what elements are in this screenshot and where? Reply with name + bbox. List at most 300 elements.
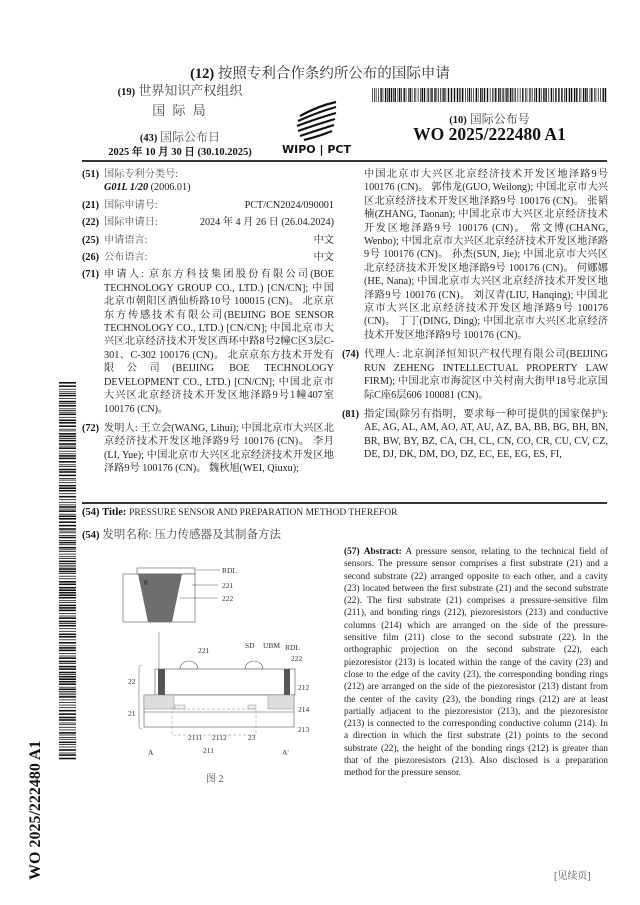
barcode-bar [59, 571, 76, 573]
barcode-bar [59, 425, 76, 427]
barcode-bar [59, 710, 76, 712]
barcode-bar [59, 700, 76, 701]
barcode-bar [451, 88, 452, 102]
barcode-bar [59, 482, 76, 483]
barcode-bar [59, 556, 76, 557]
barcode-bar [525, 88, 526, 102]
title-divider [82, 502, 607, 504]
agent-entry [342, 348, 608, 402]
wipo-globe-icon [297, 102, 336, 140]
app-date-label: 国际申请日: [104, 217, 158, 229]
barcode-bar [59, 642, 76, 644]
figure-caption: 图 2 [206, 774, 224, 785]
barcode-bar [534, 88, 535, 102]
barcode-bar [59, 676, 76, 678]
barcode-bar [490, 88, 491, 102]
barcode-bar [59, 723, 76, 724]
patent-figure [100, 552, 320, 757]
side-pub-number: WO 2025/222480 A1 [27, 740, 44, 880]
figure-top-rdl-layer [137, 568, 195, 574]
barcode-bar [59, 540, 76, 541]
barcode-bar [59, 739, 76, 740]
barcode-bar [59, 727, 76, 728]
barcode-bar [564, 88, 565, 102]
pub-date-code: (43) [139, 133, 158, 144]
pub-no-code: (10) [449, 115, 467, 126]
barcode-bar [503, 88, 504, 102]
barcode-bar [59, 650, 76, 652]
barcode-bar [59, 737, 76, 738]
barcode-bar [59, 592, 76, 594]
figure-label-2112: 2112 [212, 733, 227, 742]
barcode-bar [59, 431, 76, 432]
office-block [80, 82, 280, 120]
barcode-bar [59, 496, 76, 498]
inventors-code: (72) [82, 422, 99, 434]
barcode-bar [59, 535, 76, 536]
barcode-bar [59, 532, 76, 533]
designated-code: (81) [342, 408, 359, 420]
applicants-text: 申请人: 京东方科技集团股份有限公司(BOE TECHNOLOGY GROUP CO., LTD.) [CN/CN]; 中国北京市朝阳区酒仙桥路10号 100015 (CN)。 北京京东方传感技术有限公司(BEIJING BOE SENSOR TECHNOLOGY CO., LTD.) [CN/CN]; 中国北京市大兴区北京经济技术开发区西环中路8号2幢C区3层C-301、C-302 100176 (CN)。 北京京东方技术开发有限公司(BEIJING BOE TECHNOLOGY DEVELOPMENT CO., LTD.) [CN/CN]; 中国北京市大兴区北京经济技术开发区地泽路9号1幢407室 100176 (CN)。 [104, 269, 334, 415]
pub-lang-entry [82, 251, 334, 264]
barcode-bar [541, 88, 542, 102]
figure-label-21: 21 [128, 709, 136, 718]
barcode-bar [59, 440, 76, 442]
ipc-value: G01L 1/20 [104, 182, 149, 194]
figure-label-222: 222 [291, 654, 303, 663]
barcode-bar [399, 88, 400, 102]
ipc-version: (2006.01) [150, 182, 191, 194]
barcode-bar [372, 88, 373, 102]
barcode-bar [59, 505, 76, 506]
app-date-code: (22) [82, 217, 99, 229]
barcode-bar [393, 88, 394, 102]
barcode-bar [571, 88, 572, 102]
barcode-bar [473, 88, 474, 102]
barcode-bar [59, 694, 76, 695]
figure-label-22: 22 [128, 677, 136, 686]
barcode-bar [59, 514, 76, 515]
barcode-bar [59, 506, 76, 508]
barcode-bar [59, 509, 76, 510]
inventors-cont-entry [342, 168, 608, 342]
barcode-bar [505, 88, 506, 102]
barcode-bar [59, 724, 76, 725]
barcode-bar [59, 597, 76, 599]
barcode-bar [59, 645, 76, 646]
barcode-bar [558, 88, 559, 102]
barcode-bar [59, 674, 76, 675]
side-barcode [4, 370, 76, 890]
filing-lang-entry [82, 234, 334, 247]
barcode-bar [59, 537, 76, 539]
figure-label-2111: 2111 [188, 733, 203, 742]
figure-label-23: 23 [248, 733, 256, 742]
barcode-bar [59, 732, 76, 734]
figure-label-rdl: RDL [285, 643, 300, 652]
barcode-bar [406, 88, 407, 102]
barcode-bar [420, 88, 421, 102]
header-divider [82, 160, 607, 162]
app-no-code: (21) [82, 199, 99, 211]
barcode-bar [59, 391, 76, 392]
barcode-bar [59, 573, 76, 574]
barcode-bar [59, 510, 76, 512]
barcode-bar [59, 438, 76, 439]
barcode-bar [59, 696, 76, 698]
barcode-bar [59, 647, 76, 649]
barcode-bar [59, 405, 76, 407]
barcode-bar [530, 88, 531, 102]
figure-label-222-top: 222 [222, 594, 234, 603]
barcode-bar [59, 420, 76, 422]
logo-text: WIPO | PCT [282, 143, 351, 156]
barcode-bar [59, 518, 76, 520]
barcode-bar [59, 678, 76, 680]
barcode-bar [59, 663, 76, 664]
barcode-bar [59, 389, 76, 390]
barcode-bar [518, 88, 519, 102]
barcode-bar [529, 88, 530, 102]
barcode-bar [603, 88, 604, 102]
barcode-bar [398, 88, 399, 102]
barcode-bar [59, 563, 76, 564]
barcode-bar [443, 88, 444, 102]
barcode-bar [59, 607, 76, 609]
barcode-bar [59, 443, 76, 445]
barcode-bar [59, 576, 76, 577]
barcode-bar [59, 466, 76, 467]
barcode-bar [467, 88, 468, 102]
barcode-bar [446, 88, 447, 102]
barcode-bar [478, 88, 479, 102]
barcode-bar [59, 414, 76, 416]
barcode-bar [569, 88, 570, 102]
barcode-bar [59, 487, 76, 489]
barcode-bar [596, 88, 597, 102]
barcode-bar [410, 88, 411, 102]
barcode-bar [374, 88, 375, 102]
barcode-bar [59, 587, 76, 589]
figure-label-a-prime: A' [282, 748, 289, 757]
wipo-pct-logo [278, 96, 368, 156]
barcode-bar [59, 749, 76, 751]
barcode-bar [59, 610, 76, 612]
barcode-bar [389, 88, 390, 102]
barcode-bar [532, 88, 533, 102]
barcode-bar [457, 88, 458, 102]
barcode-bar [59, 531, 76, 532]
barcode-bar [395, 88, 396, 102]
barcode-bar [424, 88, 425, 102]
app-no-entry [82, 199, 334, 212]
barcode-bar [59, 631, 76, 632]
barcode-bar [514, 88, 515, 102]
barcode-bar [380, 88, 381, 102]
barcode-bar [462, 88, 463, 102]
figure-label-sd: SD [245, 641, 255, 650]
barcode-bar [594, 88, 595, 102]
barcode-bar [59, 605, 76, 607]
barcode-bar [59, 471, 76, 473]
barcode-bar [59, 561, 76, 563]
barcode-bar [422, 88, 423, 102]
barcode-bar [469, 88, 470, 102]
barcode-bar [454, 88, 455, 102]
barcode-bar [471, 88, 472, 102]
barcode-bar [59, 401, 76, 403]
barcode-bar [59, 502, 76, 503]
barcode-bar [427, 88, 428, 102]
abstract-block [344, 546, 608, 780]
barcode-bar [494, 88, 495, 102]
barcode-bar [440, 88, 441, 102]
document-kind-title [0, 62, 640, 83]
barcode-bar [59, 653, 76, 654]
barcode-bar [59, 656, 76, 657]
pub-no-label: 国际公布号 [469, 112, 530, 126]
barcode-bar [59, 754, 76, 756]
barcode-bar [527, 88, 528, 102]
barcode-bar [539, 88, 540, 102]
barcode-bar [59, 528, 76, 530]
barcode-bar [553, 88, 554, 102]
barcode-bar [59, 493, 76, 494]
barcode-bar [59, 521, 76, 523]
figure-label-221-top: 221 [222, 581, 234, 590]
barcode-bar [59, 568, 76, 570]
barcode-bar [59, 617, 76, 619]
pub-date-value: 2025 年 10 月 30 日 (30.10.2025) [108, 147, 252, 158]
barcode-bar [404, 88, 405, 102]
ipc-code: (51) [82, 169, 99, 180]
pub-lang-code: (26) [82, 252, 99, 264]
office-sub: 国 际 局 [152, 103, 208, 118]
title-en-value: PRESSURE SENSOR AND PREPARATION METHOD THEREFOR [129, 508, 398, 518]
barcode-bar [448, 88, 449, 102]
barcode-bar [59, 735, 76, 736]
title-zh-code: (54) [82, 530, 100, 541]
abstract-label: Abstract: [363, 547, 402, 557]
barcode-bar [59, 613, 76, 614]
barcode-bar [492, 88, 493, 102]
barcode-bar [591, 88, 592, 102]
ipc-label: 国际专利分类号: [104, 169, 179, 180]
figure-label-a: A [148, 748, 154, 757]
barcode-bar [59, 433, 76, 435]
barcode-bar [487, 88, 488, 102]
app-date-value: 2024 年 4 月 26 日 (26.04.2024) [199, 217, 334, 229]
barcode-bar [59, 717, 76, 719]
title-zh-line [82, 526, 281, 542]
barcode-bar [510, 88, 511, 102]
barcode-bar [59, 753, 76, 754]
barcode-bar [414, 88, 415, 102]
barcode-bar [502, 88, 503, 102]
office-name: 世界知识产权组织 [138, 83, 243, 98]
barcode-top [372, 88, 607, 102]
barcode-bar [59, 480, 76, 481]
barcode-bar [59, 478, 76, 479]
applicants-code: (71) [82, 269, 99, 281]
barcode-bar [581, 88, 582, 102]
publication-date-block [75, 130, 285, 160]
barcode-bar [590, 88, 591, 102]
barcode-bar [515, 88, 516, 102]
barcode-bar [412, 88, 413, 102]
office-code: (19) [117, 87, 136, 98]
barcode-bar [430, 88, 431, 102]
barcode-bar [59, 395, 76, 397]
barcode-bar [59, 661, 76, 663]
barcode-bar [461, 88, 462, 102]
kind-title-text: 按照专利合作条约所公布的国际申请 [217, 66, 450, 82]
barcode-bar [59, 666, 76, 668]
barcode-bar [59, 672, 76, 674]
biblio-right-column [342, 168, 608, 466]
barcode-bar [59, 589, 76, 591]
barcode-bar [59, 634, 76, 636]
barcode-bar [59, 458, 76, 460]
barcode-bar [383, 88, 384, 102]
barcode-bar [59, 567, 76, 568]
figure-theta-label: θ [144, 578, 148, 587]
barcode-bar [59, 461, 76, 463]
inventors-cont-text: 中国北京市大兴区北京经济技术开发区地泽路9号 100176 (CN)。 郭伟龙(GUO, Weilong); 中国北京市大兴区北京经济技术开发区地泽路9号 100176 (CN)。 张韬楠(ZHANG, Taonan); 中国北京市大兴区北京经济技术开发区地泽路9号 100176 (CN)。 常文博(CHANG, Wenbo); 中国北京市大兴区北京经济技术开发区地泽路9号 100176 (CN)。 孙杰(SUN, Jie); 中国北京市大兴区北京经济技术开发区地泽路9号 100176 (CN)。 何娜娜(HE, Nana); 中国北京市大兴区北京经济技术开发区地泽路9号 100176 (CN)。 刘汉青(LIU, Hanqing); 中国北京市大兴区北京经济技术开发区地泽路9号 100176 (CN)。 丁丁(DING, Ding); 中国北京市大兴区北京经济技术开发区地泽路9号 100176 (CN)。 [364, 169, 608, 341]
barcode-bar [418, 88, 419, 102]
barcode-bar [59, 657, 76, 659]
barcode-bar [59, 693, 76, 694]
barcode-bar [59, 758, 76, 760]
barcode-bar [59, 490, 76, 492]
barcode-bar [498, 88, 499, 102]
barcode-bar [59, 447, 76, 449]
title-code: (54) [82, 507, 100, 518]
barcode-bar [500, 88, 501, 102]
barcode-bar [561, 88, 562, 102]
barcode-bar [59, 542, 76, 544]
barcode-bar [555, 88, 556, 102]
barcode-bar [59, 719, 76, 721]
barcode-bar [59, 621, 76, 623]
barcode-bar [59, 475, 76, 477]
pub-lang-value: 中文 [313, 252, 334, 264]
barcode-bar [59, 691, 76, 692]
barcode-bar [484, 88, 485, 102]
barcode-bar [59, 747, 76, 748]
barcode-bar [548, 88, 549, 102]
barcode-bar [520, 88, 521, 102]
barcode-bar [585, 88, 586, 102]
barcode-bar [59, 565, 76, 566]
barcode-bar [59, 525, 76, 527]
continued-note: [见续页] [554, 871, 591, 882]
biblio-left-column [82, 168, 334, 480]
agent-code: (74) [342, 349, 359, 361]
barcode-bar [408, 88, 409, 102]
barcode-bar [59, 464, 76, 465]
app-date-entry [82, 216, 334, 229]
barcode-bar [442, 88, 443, 102]
barcode-bar [59, 558, 76, 559]
barcode-bar [536, 88, 537, 102]
abstract-code: (57) [344, 547, 360, 557]
barcode-bar [476, 88, 477, 102]
barcode-bar [59, 398, 76, 399]
barcode-bar [59, 742, 76, 744]
barcode-bar [59, 639, 76, 640]
barcode-bar [59, 744, 76, 745]
barcode-bar [391, 88, 392, 102]
barcode-bar [59, 410, 76, 411]
agent-text: 代理人: 北京润泽恒知识产权代理有限公司(BEIJING RUN ZEHENG INTELLECTUAL PROPERTY LAW FIRM); 中国北京市海淀区中关村南大街甲18号北京国际C座6层606 100081 (CN)。 [364, 349, 608, 401]
barcode-bar [480, 88, 481, 102]
designated-text: 指定国(除另有指明，要求每一种可提供的国家保护): AE, AG, AL, AM, AO, AT, AU, AZ, BA, BB, BG, BH, BN, BR, BW, BY, BZ, CA, CH, CL, CN, CO, CR, CU, CV, CZ, DE, DJ, DK, DM, DO, DZ, EC, EE, EG, ES, FI, [364, 408, 608, 461]
app-no-label: 国际申请号: [104, 199, 158, 211]
applicants-entry [82, 268, 334, 415]
barcode-bar [59, 730, 76, 731]
barcode-bar [512, 88, 513, 102]
figure-label-ubm: UBM [263, 641, 281, 650]
barcode-bar [59, 403, 76, 404]
barcode-bar [416, 88, 417, 102]
barcode-bar [59, 600, 76, 601]
filing-lang-value: 中文 [313, 234, 334, 246]
barcode-bar [59, 602, 76, 603]
barcode-bar [59, 417, 76, 418]
barcode-bar [59, 707, 76, 708]
barcode-bar [428, 88, 429, 102]
barcode-bar [59, 683, 76, 685]
barcode-bar [522, 88, 523, 102]
barcode-bar [401, 88, 402, 102]
barcode-bar [387, 88, 388, 102]
barcode-bar [59, 687, 76, 688]
barcode-bar [59, 623, 76, 624]
barcode-bar [378, 88, 379, 102]
filing-lang-code: (25) [82, 234, 99, 246]
filing-lang-label: 申请语言: [104, 234, 148, 246]
barcode-bar [574, 88, 575, 102]
barcode-bar [605, 88, 606, 102]
barcode-bar [59, 547, 76, 549]
figure-second-substrate [155, 669, 295, 695]
barcode-bar [59, 628, 76, 629]
barcode-bar [59, 554, 76, 555]
figure-label-213: 213 [298, 725, 310, 734]
barcode-bar [59, 446, 76, 447]
barcode-bar [385, 88, 386, 102]
barcode-bar [59, 578, 76, 579]
title-en-line [82, 507, 607, 518]
inventors-text: 发明人: 王立会(WANG, Lihui); 中国北京市大兴区北京经济技术开发区地泽路9号 100176 (CN)。 李月(LI, Yue); 中国北京市大兴区北京经济技术开发区地泽路9号 100176 (CN)。 魏秋旭(WEI, Qiuxu); [104, 422, 334, 475]
barcode-bar [59, 636, 76, 638]
abstract-text: A pressure sensor, relating to the technical field of sensors. The pressure sensor comprises a first substrate (21) and a second substrate (22) arranged opposite to each other, and a cavity (23) located between the first substrate (21) and the second substrate (22). The first substrate (21) comprises a pressure-sensitive film (211), and bonding rings (212), piezoresistors (213) and conductive columns (214) which are arranged on the side of the pressure-sensitive film (211) close to the second substrate (22). In the orthographic projection on the second substrate (22), each piezoresistor (213) is located within the range of the cavity (23) and close to the edge of the cavity (23), the corresponding bonding rings (212) are arranged on the side of the piezoresistor (213) distant from the center of the cavity (23), the bonding rings (212) are at least partially adjacent to the piezoresistor (213), and the piezoresistor (213) is connected to the corresponding conductive column (214). In a direction in which the first substrate (21) points to the second substrate (22), the height of the bonding rings (212) is greater than that of the piezoresistors (213). Also disclosed is a preparation method for the pressure sensor. [344, 547, 608, 779]
barcode-bar [551, 88, 552, 102]
barcode-bar [59, 713, 76, 715]
barcode-bar [59, 551, 76, 552]
barcode-bar [59, 616, 76, 617]
pub-date-label: 国际公布日 [160, 130, 221, 144]
barcode-bar [598, 88, 599, 102]
figure-label-212: 212 [298, 683, 310, 692]
barcode-bar [59, 544, 76, 545]
barcode-bar [59, 436, 76, 438]
barcode-bar [59, 429, 76, 430]
barcode-bar [431, 88, 432, 102]
figure-via-right [284, 669, 290, 695]
figure-label-211: 211 [203, 746, 214, 755]
